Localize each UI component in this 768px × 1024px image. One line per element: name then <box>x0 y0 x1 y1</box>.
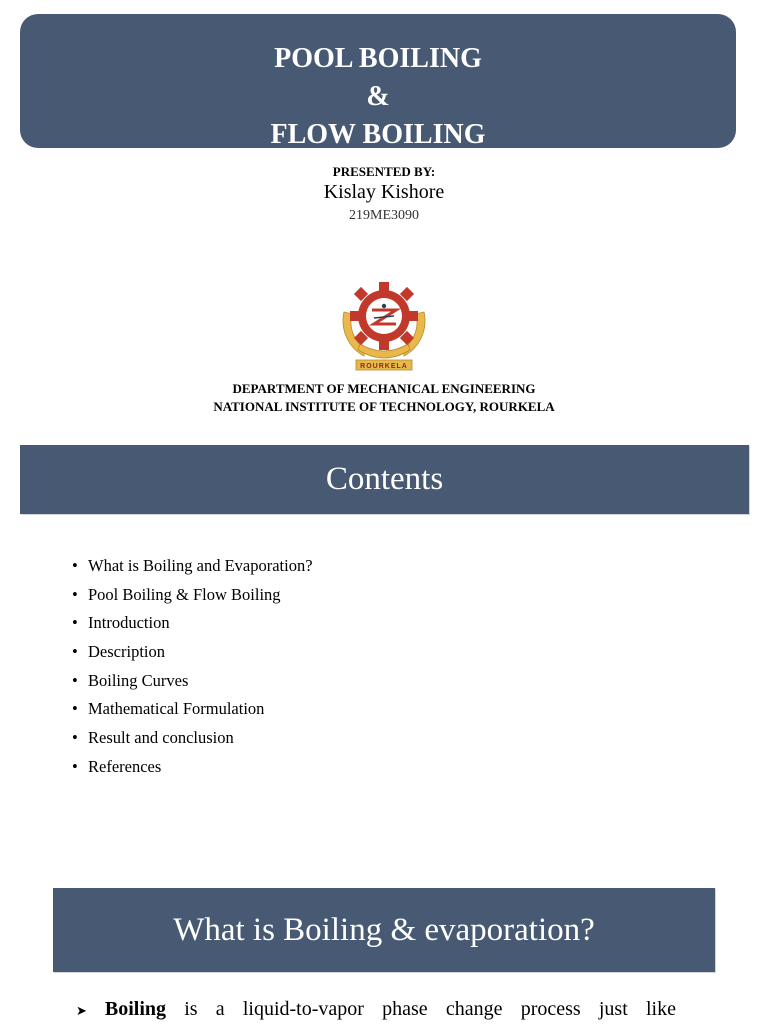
paragraph-word: is <box>184 998 198 1020</box>
paragraph-word: process <box>520 998 581 1020</box>
title-line-3: FLOW BOILING <box>270 119 486 150</box>
presenter-name: Kislay Kishore <box>323 181 445 203</box>
title-line-1: POOL BOILING <box>274 43 482 74</box>
list-item: • Boiling Curves <box>72 668 313 697</box>
list-item: • Result and conclusion <box>72 725 313 754</box>
paragraph-word: just <box>598 998 628 1020</box>
contents-list <box>72 553 313 783</box>
paragraph-word: change <box>445 998 503 1020</box>
list-item: • Introduction <box>72 610 313 639</box>
list-item: • Mathematical Formulation <box>72 696 313 725</box>
bullet-icon: • <box>72 728 78 748</box>
bold-term: Boiling <box>104 998 167 1020</box>
presented-by-label: PRESENTED BY: <box>332 164 436 179</box>
boiling-paragraph <box>76 998 676 1021</box>
paragraph-word: phase <box>382 998 428 1020</box>
bullet-icon: • <box>72 699 78 719</box>
bullet-icon: • <box>72 584 78 604</box>
list-item: • Description <box>72 639 313 668</box>
bullet-icon: • <box>72 642 78 662</box>
paragraph-word: liquid-to-vapor <box>242 998 364 1020</box>
list-item: • What is Boiling and Evaporation? <box>72 553 313 582</box>
logo-bottom-text: ROURKELA <box>360 363 408 370</box>
section-heading: What is Boiling & evaporation? <box>53 888 715 972</box>
department-line-1: DEPARTMENT OF MECHANICAL ENGINEERING <box>232 381 536 396</box>
bullet-icon: • <box>72 670 78 690</box>
list-item: • References <box>72 754 313 783</box>
bullet-icon: • <box>72 756 78 776</box>
title-line-2: & <box>366 81 390 112</box>
paragraph-word: a <box>215 998 225 1020</box>
presenter-id: 219ME3090 <box>349 208 419 223</box>
contents-heading: Contents <box>20 445 749 514</box>
department-line-2: NATIONAL INSTITUTE OF TECHNOLOGY, ROURKELA <box>213 399 555 414</box>
nit-rourkela-logo <box>334 276 434 372</box>
bullet-icon: • <box>72 556 78 575</box>
title-banner <box>20 14 736 148</box>
arrow-bullet-icon: ➤ <box>76 1003 87 1018</box>
list-item: • Pool Boiling & Flow Boiling <box>72 582 313 611</box>
bullet-icon: • <box>72 613 78 633</box>
department-block <box>0 380 768 416</box>
paragraph-word: like <box>645 998 676 1020</box>
